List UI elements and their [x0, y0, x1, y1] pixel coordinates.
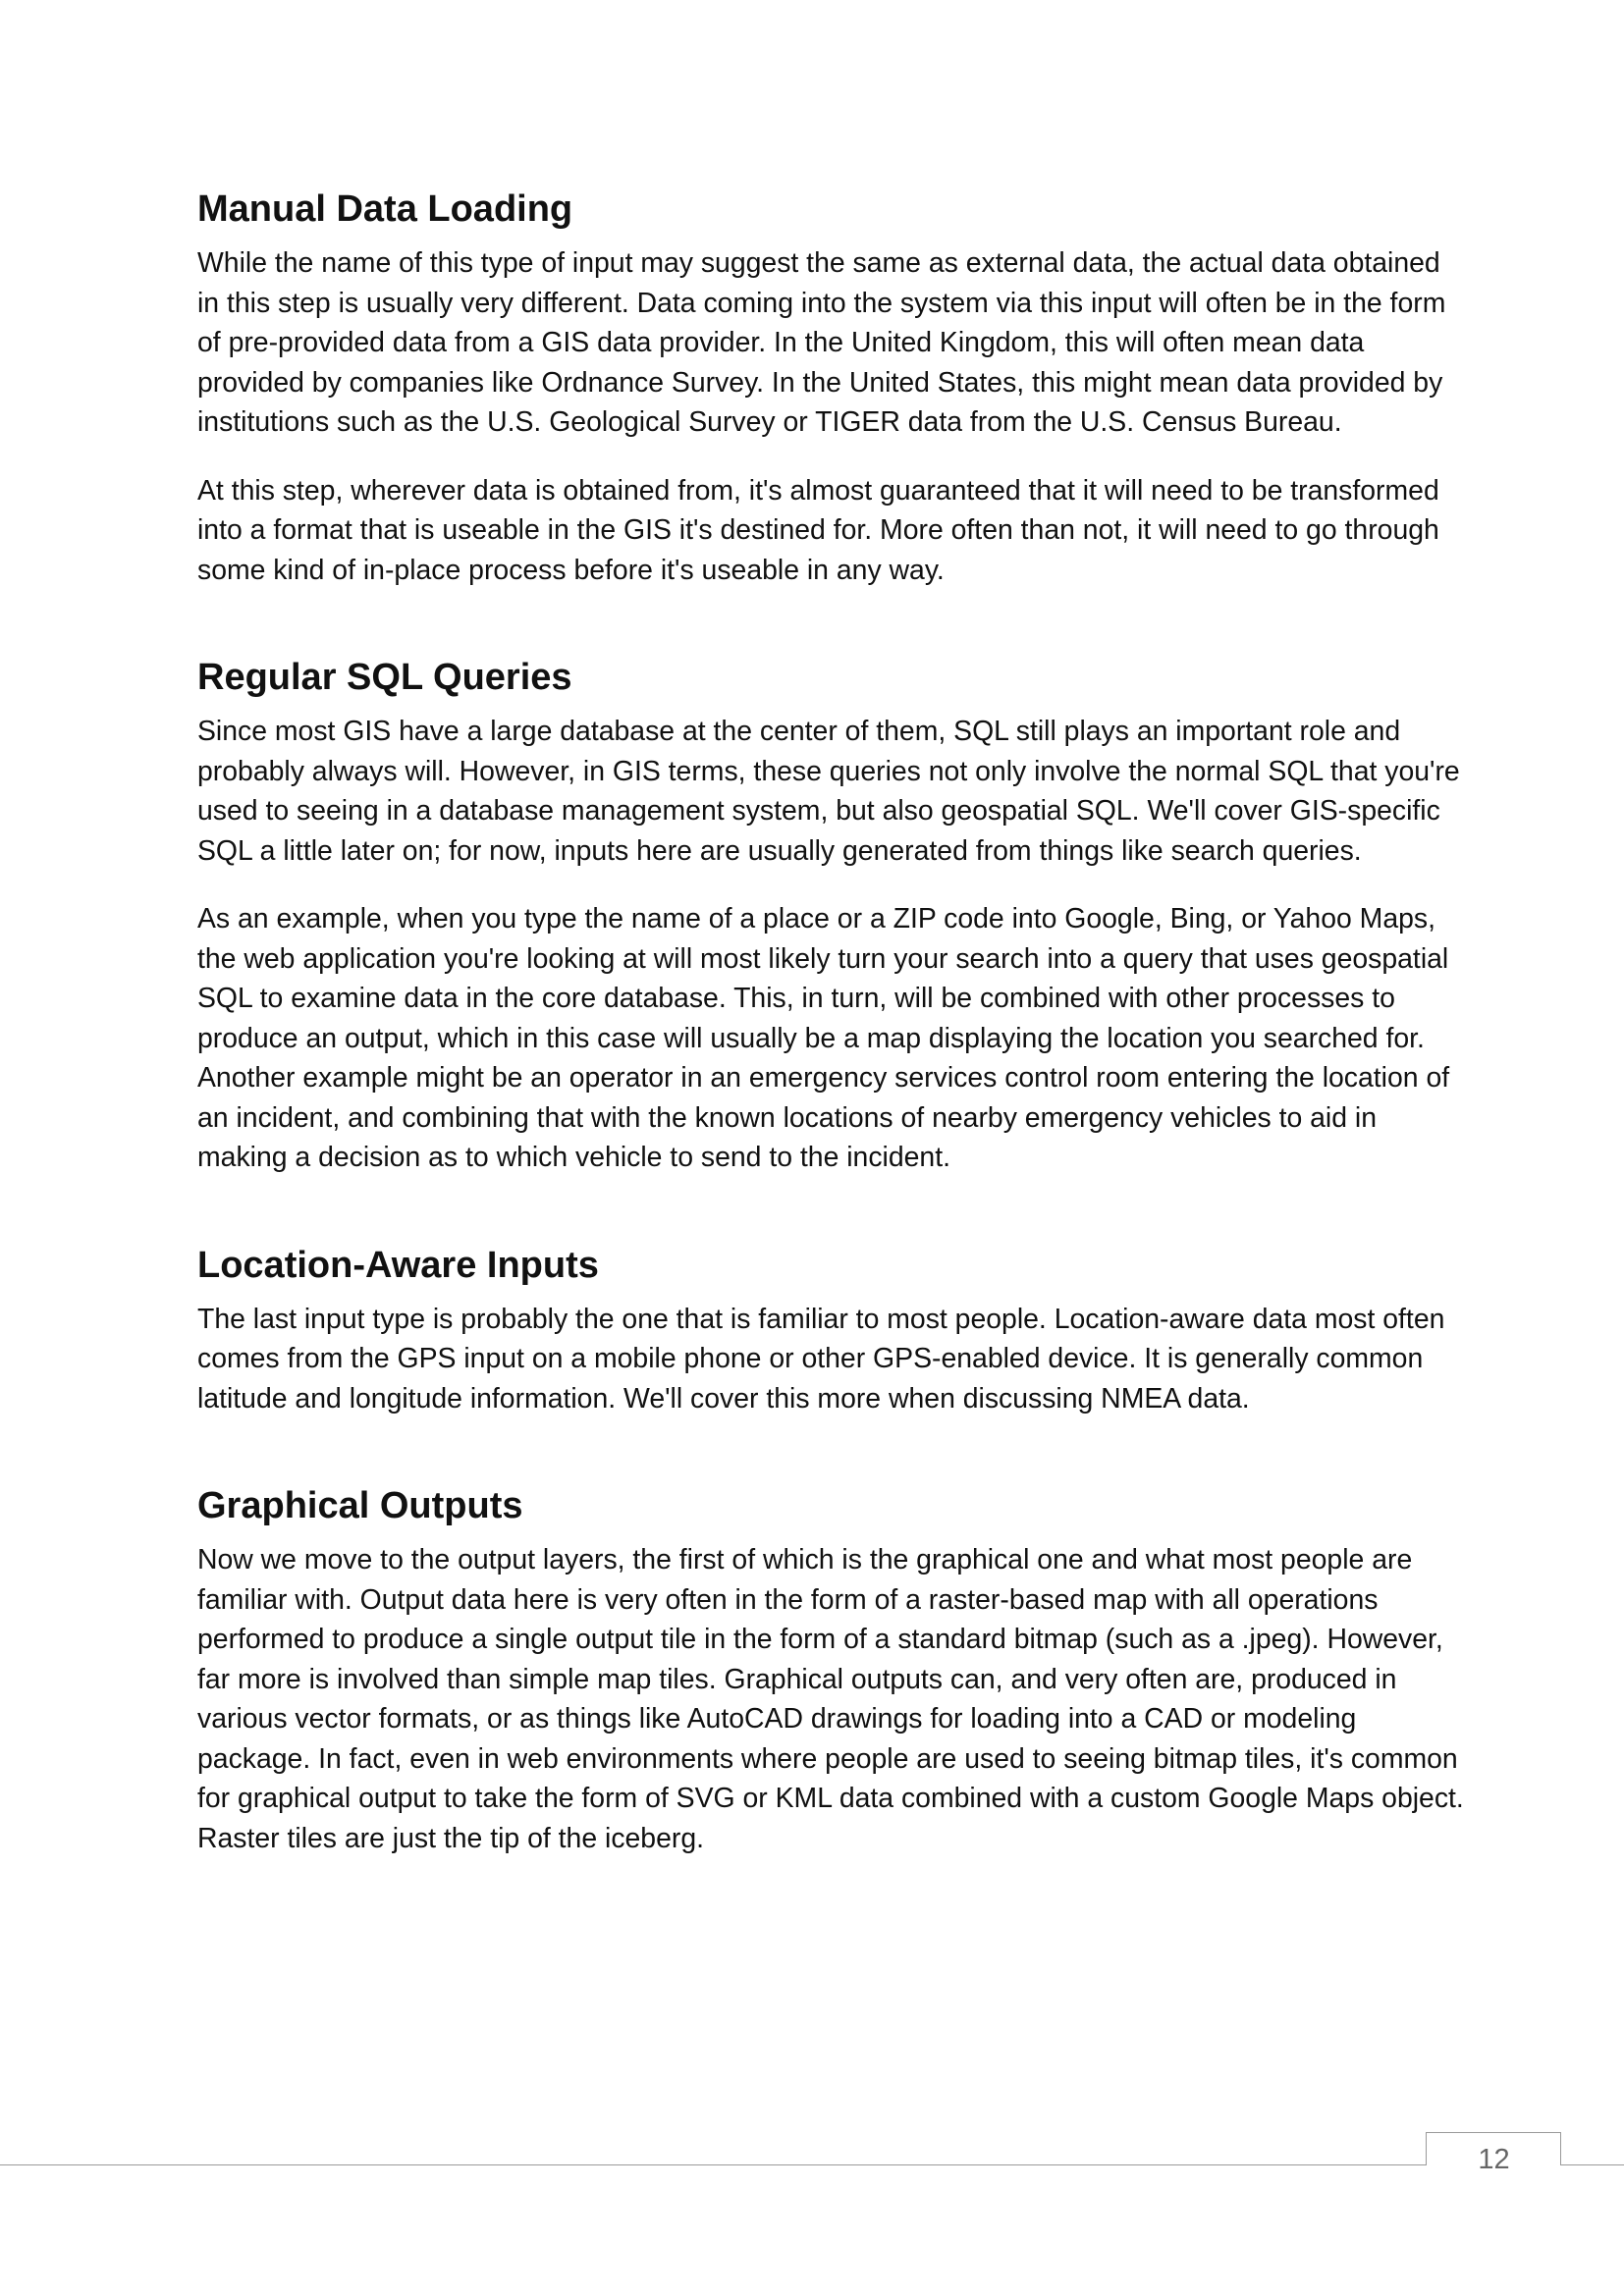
page-number: 12 — [1478, 2144, 1510, 2175]
section-heading: Graphical Outputs — [197, 1485, 523, 1526]
paragraph: While the name of this type of input may suggest the same as external data, the actual data obtained in this step is usually very different. Data coming into the system via this input will often be in the form of pre-provided data from a GIS data provider. In the United Kingdom, this will often mean data provided by companies like Ordnance Survey. In the United States, this might mean data provided by institutions such as the U.S. Geological Survey or TIGER data from the U.S. Census Bureau. — [197, 247, 1446, 438]
footer-divider — [0, 2164, 1624, 2165]
section-heading: Regular SQL Queries — [197, 657, 572, 698]
page-content — [197, 187, 1464, 1887]
section-heading: Manual Data Loading — [197, 188, 573, 230]
paragraph: As an example, when you type the name of a place or a ZIP code into Google, Bing, or Yahoo Maps, the web application you're looking at will most likely turn your search into a query that uses geospatial SQL to examine data in the core database. This, in turn, will be combined with other processes to produce an output, which in this case will usually be a map displaying the location you searched for. Another example might be an operator in an emergency services control room entering the location of an incident, and combining that with the known locations of nearby emergency vehicles to aid in making a decision as to which vehicle to send to the incident. — [197, 903, 1450, 1173]
section-graphical-outputs — [197, 1483, 1464, 1858]
section-heading: Location-Aware Inputs — [197, 1244, 599, 1286]
paragraph: Now we move to the output layers, the first of which is the graphical one and what most people are familiar with. Output data here is very often in the form of a raster-based map with all operations performed to produce a single output tile in the form of a standard bitmap (such as a .jpeg). However, far more is involved than simple map tiles. Graphical outputs can, and very often are, produced in various vector formats, or as things like AutoCAD drawings for loading into a CAD or modeling package. In fact, even in web environments where people are used to seeing bitmap tiles, it's common for graphical output to take the form of SVG or KML data combined with a custom Google Maps object. Raster tiles are just the tip of the iceberg. — [197, 1544, 1464, 1854]
paragraph: Since most GIS have a large database at the center of them, SQL still plays an important role and probably always will. However, in GIS terms, these queries not only involve the normal SQL that you're used to seeing in a database management system, but also geospatial SQL. We'll cover GIS-specific SQL a little later on; for now, inputs here are usually generated from things like search queries. — [197, 716, 1460, 867]
paragraph: At this step, wherever data is obtained from, it's almost guaranteed that it will need to be transformed into a format that is useable in the GIS it's destined for. More often than not, it will need to go through some kind of in-place process before it's useable in any way. — [197, 474, 1439, 586]
section-manual-data-loading — [197, 187, 1464, 590]
paragraph: The last input type is probably the one that is familiar to most people. Location-aware data most often comes from the GPS input on a mobile phone or other GPS-enabled device. It is generally common latitude and longitude information. We'll cover this more when discussing NMEA data. — [197, 1303, 1445, 1415]
section-location-aware-inputs — [197, 1243, 1464, 1419]
section-regular-sql-queries — [197, 655, 1464, 1178]
